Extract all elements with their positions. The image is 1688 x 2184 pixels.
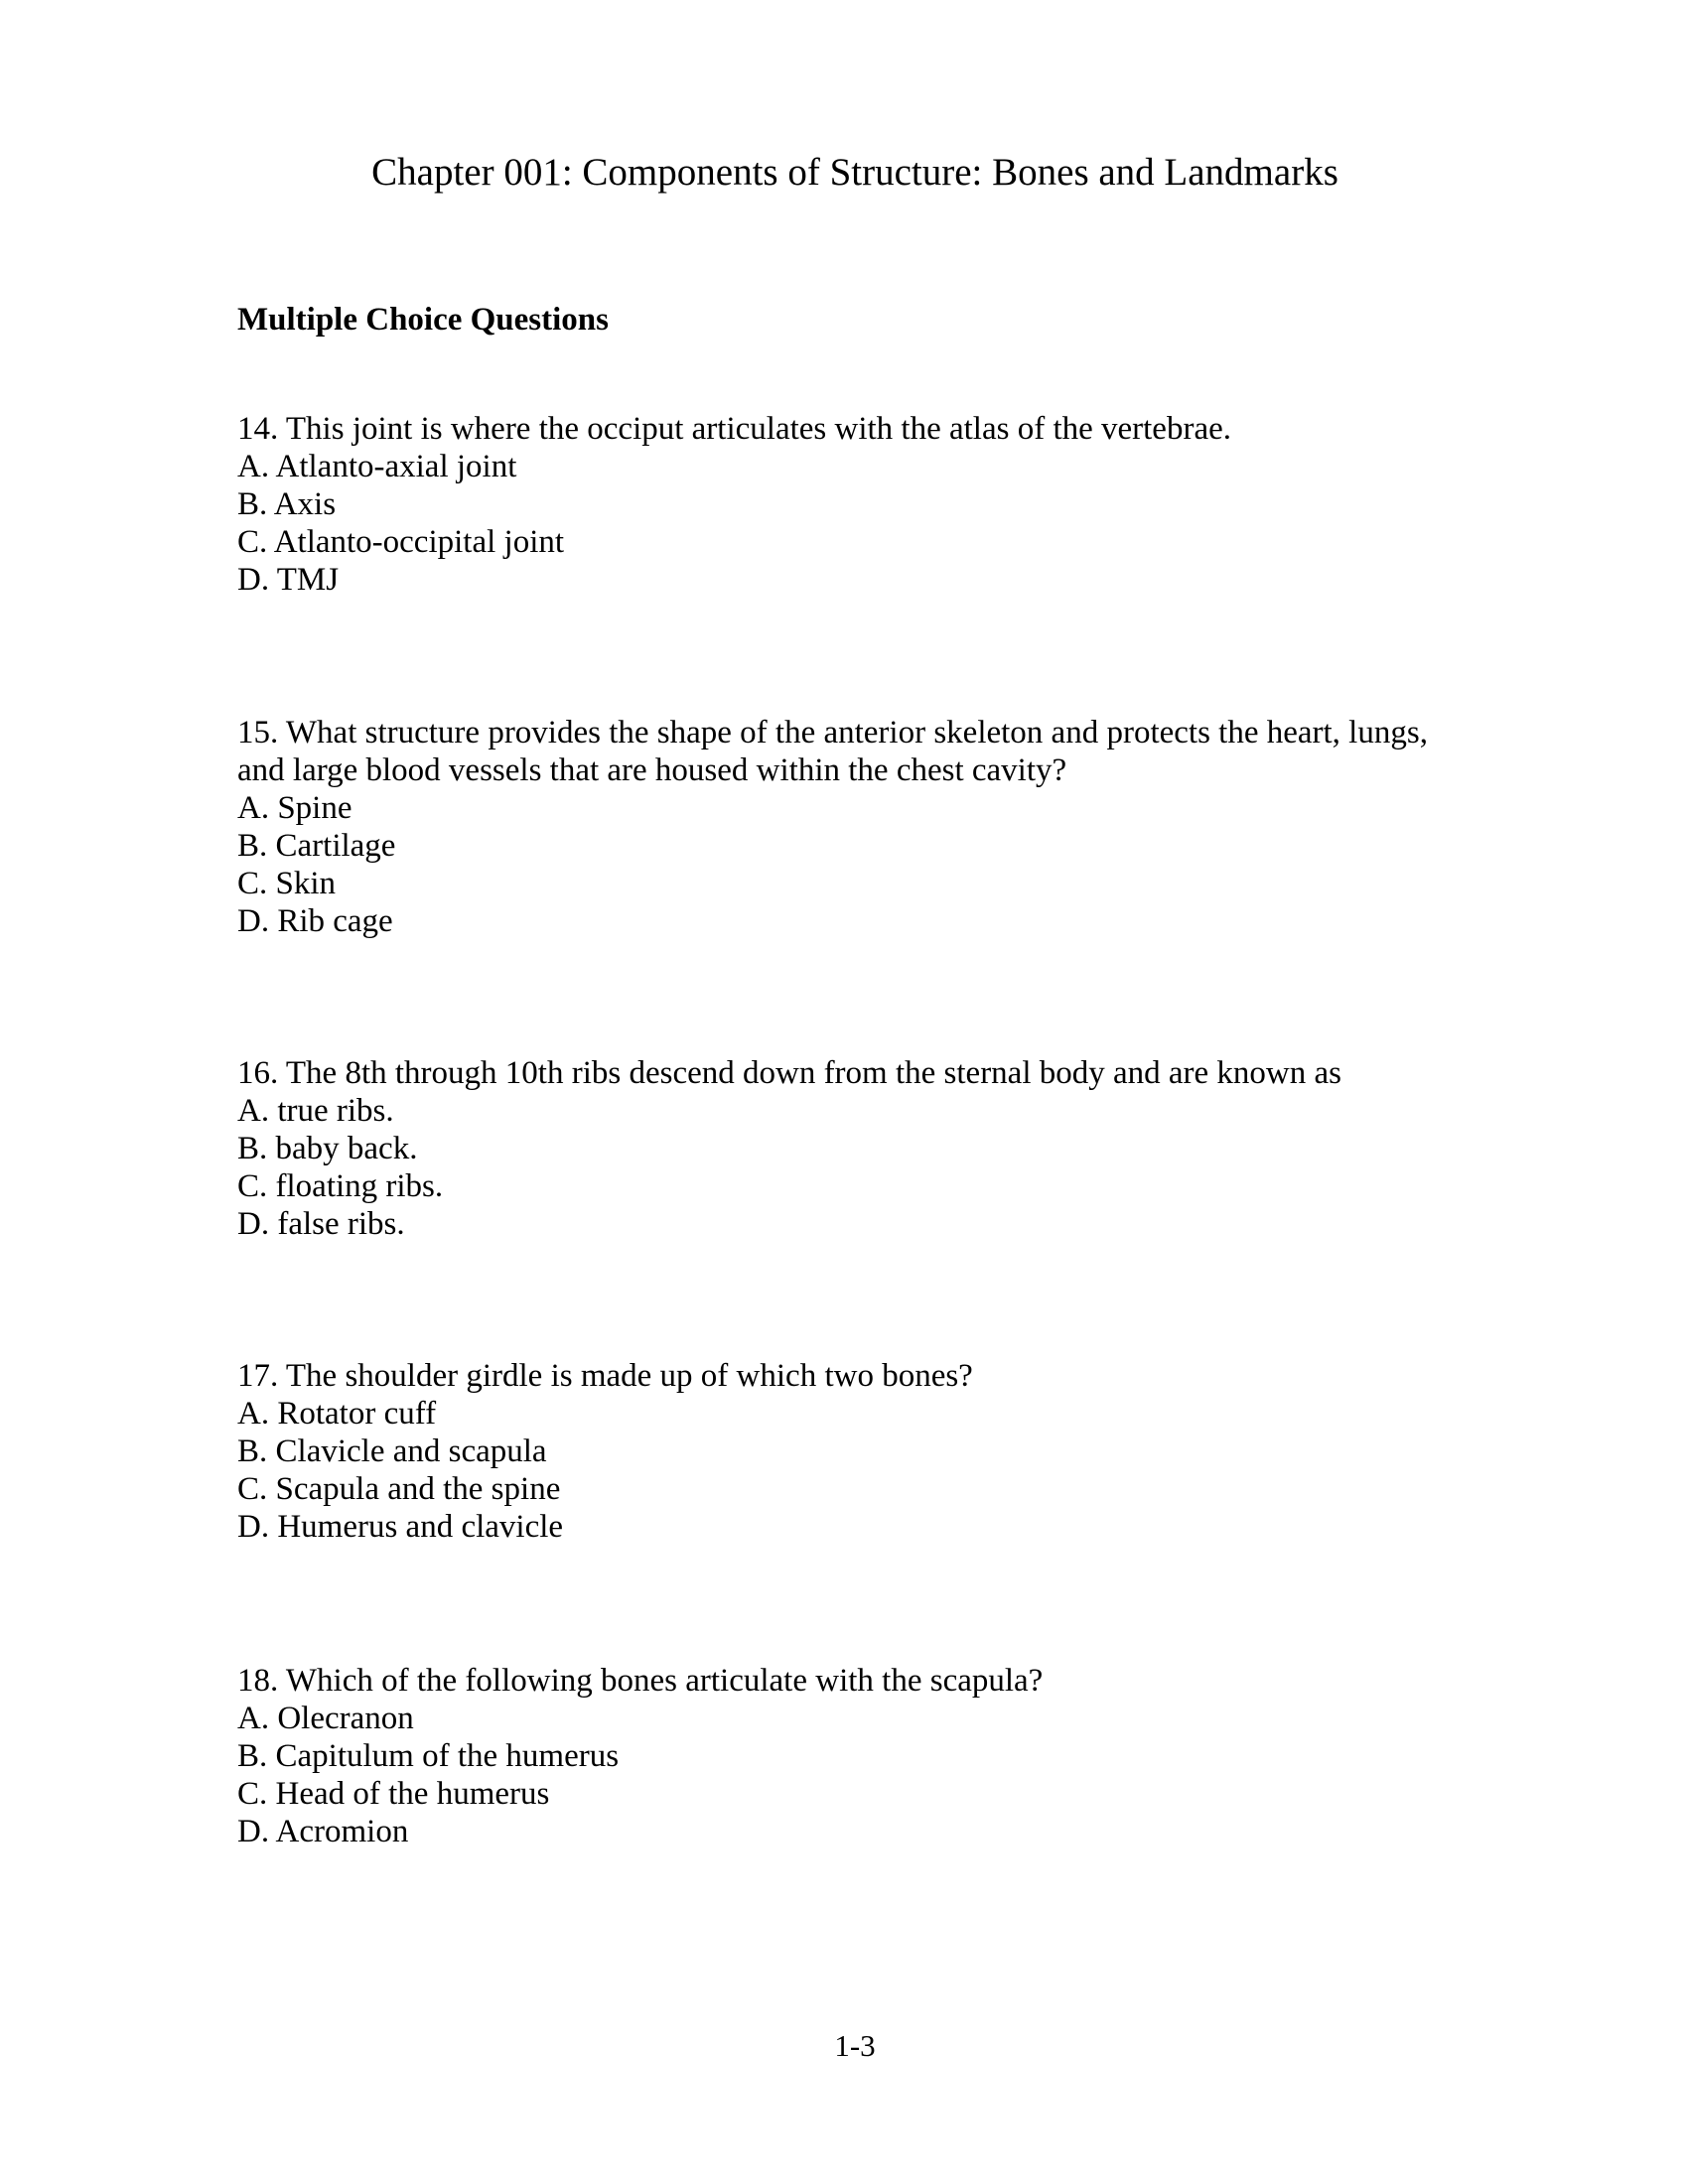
option-d: D. false ribs. (237, 1206, 405, 1242)
question-17 (237, 1357, 1478, 1546)
option-a: A. true ribs. (237, 1093, 394, 1129)
question-stem: 16. The 8th through 10th ribs descend down from the sternal body and are known as (237, 1055, 1341, 1091)
question-stem: 18. Which of the following bones articulate with the scapula? (237, 1663, 1044, 1699)
option-b: B. Capitulum of the humerus (237, 1738, 620, 1774)
question-14 (237, 410, 1478, 599)
option-b: B. Axis (237, 486, 337, 522)
option-b: B. baby back. (237, 1131, 418, 1166)
option-d: D. Humerus and clavicle (237, 1509, 564, 1545)
option-c: C. Skin (237, 866, 337, 901)
question-15 (237, 714, 1459, 940)
option-c: C. Scapula and the spine (237, 1471, 561, 1507)
option-b: B. Cartilage (237, 828, 396, 864)
option-a: A. Atlanto-axial joint (237, 449, 517, 484)
option-c: C. Head of the humerus (237, 1776, 550, 1812)
question-stem: 14. This joint is where the occiput articulates with the atlas of the vertebrae. (237, 411, 1231, 447)
option-c: C. Atlanto-occipital joint (237, 524, 565, 560)
option-a: A. Rotator cuff (237, 1396, 437, 1432)
question-stem: 17. The shoulder girdle is made up of which two bones? (237, 1358, 973, 1394)
option-b: B. Clavicle and scapula (237, 1433, 547, 1469)
option-a: A. Olecranon (237, 1701, 414, 1736)
question-stem: 15. What structure provides the shape of the anterior skeleton and protects the heart, lungs, and large blood vessels that are housed within the chest cavity? (237, 715, 1428, 788)
option-d: D. TMJ (237, 562, 340, 598)
option-d: D. Acromion (237, 1814, 409, 1849)
option-a: A. Spine (237, 790, 352, 826)
section-heading: Multiple Choice Questions (237, 302, 610, 338)
question-16 (237, 1054, 1478, 1243)
page-number: 1-3 (834, 2028, 876, 2063)
chapter-title: Chapter 001: Components of Structure: Bones and Landmarks (371, 151, 1338, 194)
option-c: C. floating ribs. (237, 1168, 444, 1204)
option-d: D. Rib cage (237, 903, 393, 939)
question-18 (237, 1662, 1478, 1850)
